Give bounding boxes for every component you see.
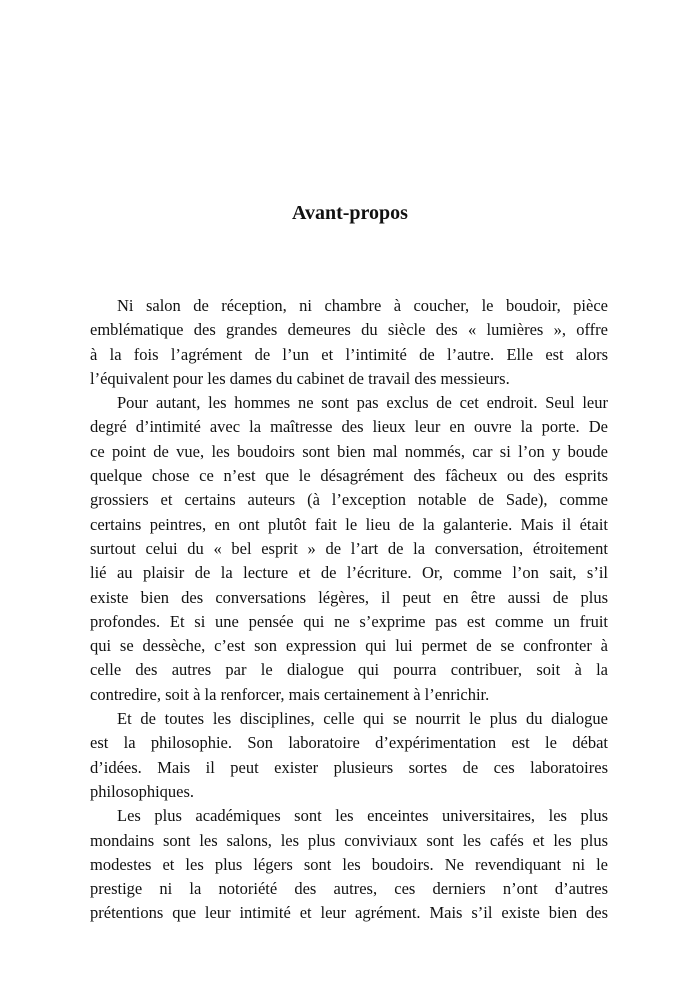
paragraph-4: [90, 804, 608, 925]
text-line: grossiers et certains auteurs (à l’exception notable de Sade), comme: [90, 490, 608, 510]
paragraph-2: [90, 391, 608, 707]
text-line: Et de toutes les disciplines, celle qui se nourrit le plus du dialogue: [117, 709, 608, 729]
text-line: quelque chose ce n’est que le désagrément des fâcheux ou des esprits: [90, 466, 608, 486]
text-line: philosophiques.: [90, 781, 195, 801]
text-line: modestes et les plus légers sont les boudoirs. Ne revendiquant ni le: [90, 854, 608, 874]
text-line: surtout celui du « bel esprit » de l’art de la conversation, étroitement: [90, 538, 608, 558]
text-line: prestige ni la notoriété des autres, ces derniers n’ont d’autres: [90, 879, 608, 899]
text-line: l’équivalent pour les dames du cabinet de travail des messieurs.: [90, 368, 510, 388]
paragraph-3: [90, 707, 608, 804]
text-line: à la fois l’agrément de l’un et l’intimité de l’autre. Elle est alors: [90, 344, 608, 364]
text-line: Pour autant, les hommes ne sont pas exclus de cet endroit. Seul leur: [117, 393, 608, 413]
body-text: [90, 294, 608, 926]
text-line: est la philosophie. Son laboratoire d’expérimentation est le débat: [90, 733, 608, 753]
paragraph-1: [90, 294, 608, 391]
text-line: celle des autres par le dialogue qui pourra contribuer, soit à la: [90, 660, 608, 680]
page-title: Avant-propos: [292, 202, 408, 224]
text-line: certains peintres, en ont plutôt fait le lieu de la galanterie. Mais il était: [90, 514, 608, 534]
text-line: degré d’intimité avec la maîtresse des lieux leur en ouvre la porte. De: [90, 417, 608, 437]
text-line: Ni salon de réception, ni chambre à coucher, le boudoir, pièce: [117, 296, 608, 315]
text-line: contredire, soit à la renforcer, mais certainement à l’enrichir.: [90, 684, 490, 704]
text-line: prétentions que leur intimité et leur agrément. Mais s’il existe bien des: [90, 903, 608, 923]
text-line: mondains sont les salons, les plus conviviaux sont les cafés et les plus: [90, 830, 608, 850]
text-line: ce point de vue, les boudoirs sont bien mal nommés, car si l’on y boude: [90, 441, 608, 461]
text-line: emblématique des grandes demeures du siècle des « lumières », offre: [90, 320, 608, 340]
text-line: Les plus académiques sont les enceintes universitaires, les plus: [117, 806, 608, 826]
text-line: d’idées. Mais il peut exister plusieurs sortes de ces laboratoires: [90, 757, 608, 777]
text-line: qui se dessèche, c’est son expression qui lui permet de se confronter à: [90, 636, 608, 656]
text-line: existe bien des conversations légères, il peut en être aussi de plus: [90, 587, 608, 607]
text-line: lié au plaisir de la lecture et de l’écriture. Or, comme l’on sait, s’il: [90, 563, 608, 583]
text-line: profondes. Et si une pensée qui ne s’exprime pas est comme un fruit: [90, 611, 608, 631]
